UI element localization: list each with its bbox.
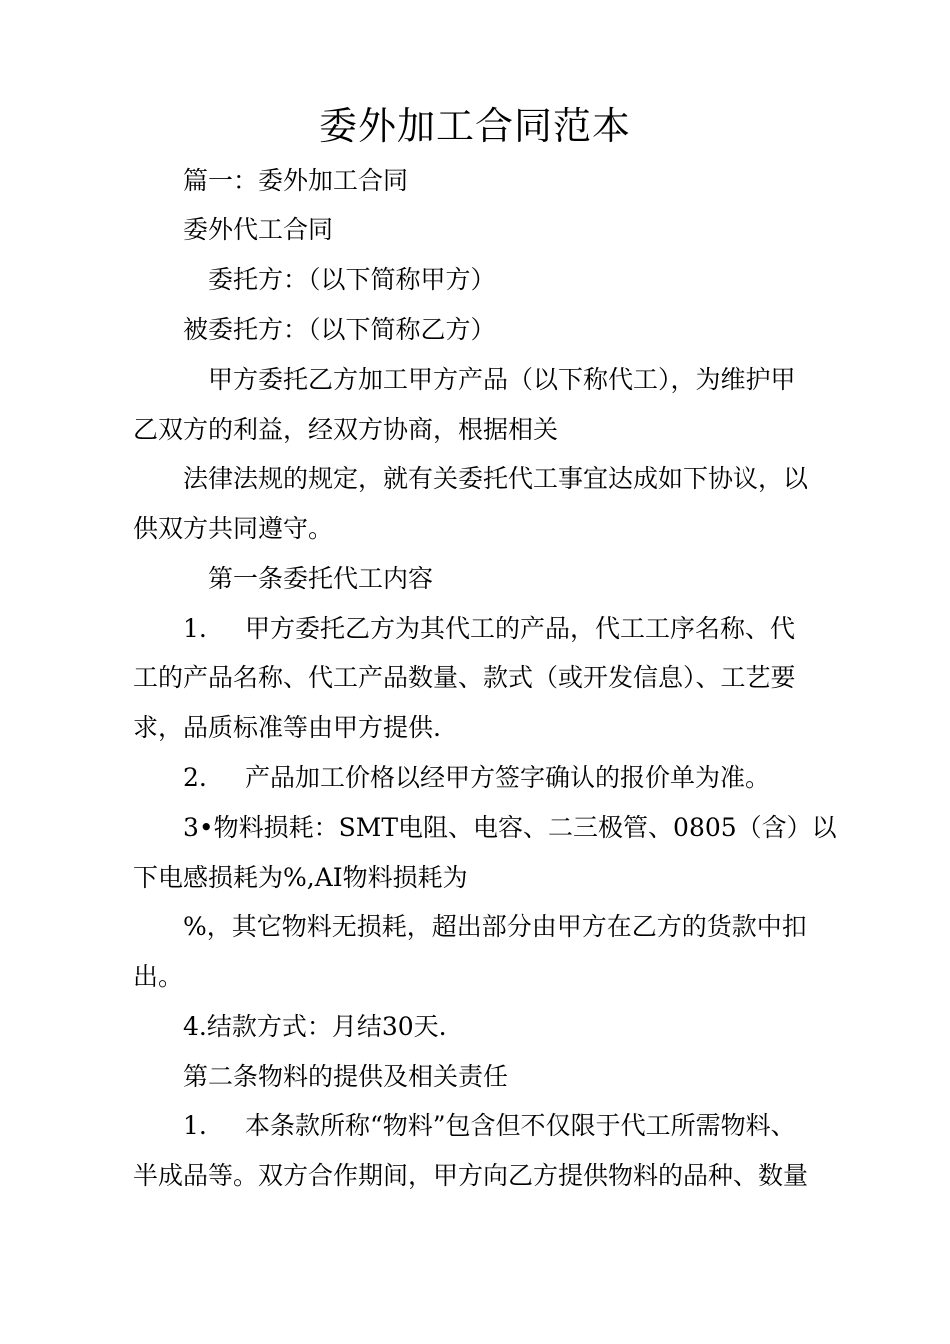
article-one-item-1-line-2: 工的产品名称、代工产品数量、款式（或开发信息）、工艺要 — [133, 663, 796, 692]
article-one-item-2 — [183, 761, 770, 795]
item-text: 甲方委托乙方为其代工的产品，代工工序名称、代 — [245, 614, 796, 643]
article-one-item-3-line-2: 下电感损耗为%,AI物料损耗为 — [133, 863, 468, 892]
article-one-item-1-line-3: 求，品质标准等由甲方提供. — [133, 713, 441, 742]
preamble-line-1: 甲方委托乙方加工甲方产品（以下称代工），为维护甲 — [208, 365, 796, 394]
section-heading-part-one: 篇一：委外加工合同 — [183, 166, 409, 195]
article-one-item-3-line-3: %，其它物料无损耗，超出部分由甲方在乙方的货款中扣 — [183, 912, 807, 941]
preamble-line-2: 乙双方的利益，经双方协商，根据相关 — [133, 415, 559, 444]
party-a-line: 委托方：（以下简称甲方） — [208, 265, 496, 294]
preamble-line-4: 供双方共同遵守。 — [133, 514, 334, 543]
article-one-heading: 第一条委托代工内容 — [208, 564, 434, 593]
item-number: 1. — [183, 1111, 207, 1140]
party-b-line: 被委托方：（以下简称乙方） — [183, 315, 496, 344]
article-one-item-1-line-1 — [183, 612, 795, 646]
article-two-item-1-line-2: 半成品等。双方合作期间，甲方向乙方提供物料的品种、数量 — [133, 1161, 809, 1190]
document-title: 委外加工合同范本 — [318, 104, 631, 148]
contract-name: 委外代工合同 — [183, 215, 334, 244]
article-one-item-3-line-4: 出。 — [133, 962, 184, 991]
item-text: 产品加工价格以经甲方签字确认的报价单为准。 — [245, 763, 771, 792]
item-number: 1. — [183, 614, 207, 643]
article-two-item-1-line-1 — [183, 1109, 796, 1143]
preamble-line-3: 法律法规的规定，就有关委托代工事宜达成如下协议，以 — [183, 464, 809, 493]
article-one-item-3-line-1: 3•物料损耗：SMT电阻、电容、二三极管、0805（含）以 — [183, 813, 837, 842]
article-two-heading: 第二条物料的提供及相关责任 — [183, 1062, 509, 1091]
item-text: 本条款所称“物料”包含但不仅限于代工所需物料、 — [245, 1111, 796, 1140]
item-number: 2. — [183, 763, 207, 792]
article-one-item-4: 4.结款方式：月结30天. — [183, 1012, 447, 1041]
